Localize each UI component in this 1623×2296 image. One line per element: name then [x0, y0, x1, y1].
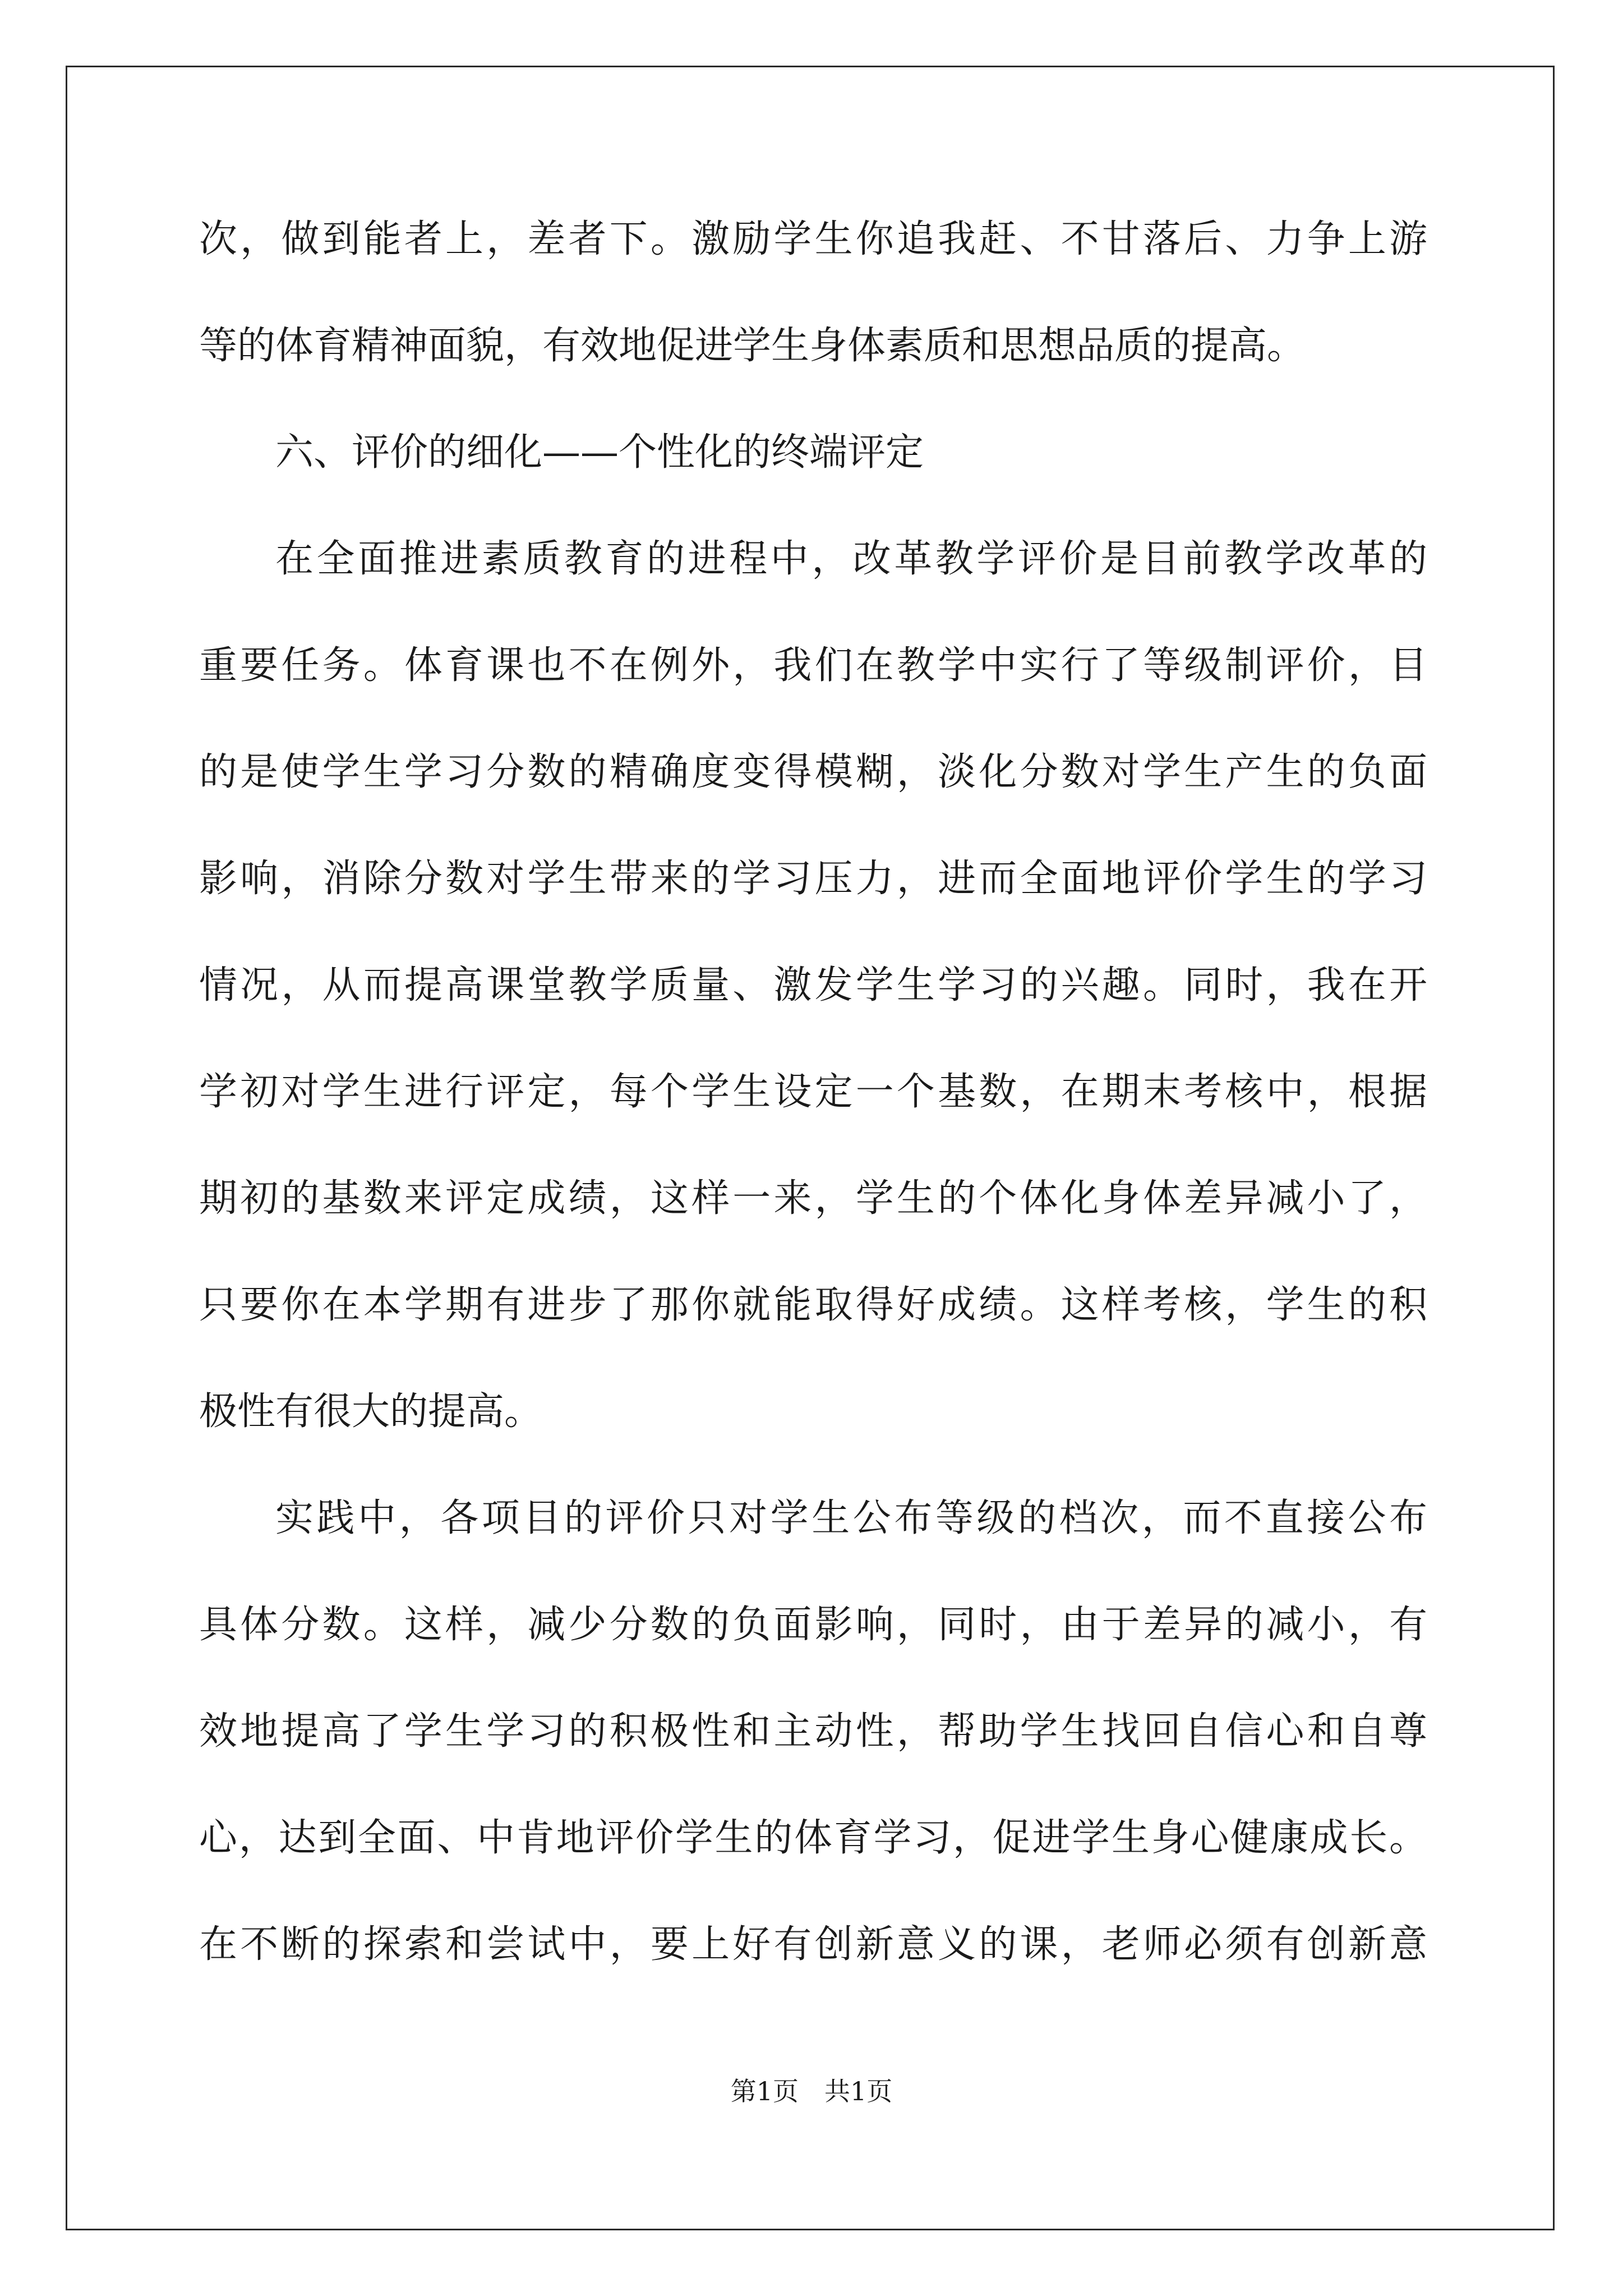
text-line: 次，做到能者上，差者下。激励学生你追我赶、不甘落后、力争上游 — [199, 217, 1427, 261]
text-line: 具体分数。这样，减少分数的负面影响，同时，由于差异的减小，有 — [199, 1603, 1427, 1647]
text-line: 只要你在本学期有进步了那你就能取得好成绩。这样考核，学生的积 — [199, 1283, 1427, 1327]
text-line: 学初对学生进行评定，每个学生设定一个基数，在期末考核中，根据 — [199, 1070, 1427, 1114]
text-line: 重要任务。体育课也不在例外，我们在教学中实行了等级制评价，目 — [199, 643, 1427, 688]
text-line: 在不断的探索和尝试中，要上好有创新意义的课，老师必须有创新意 — [199, 1922, 1427, 1967]
text-line: 的是使学生学习分数的精确度变得模糊，淡化分数对学生产生的负面 — [199, 750, 1427, 794]
text-line: 心，达到全面、中肯地评价学生的体育学习，促进学生身心健康成长。 — [199, 1816, 1427, 1860]
text-line: 实践中，各项目的评价只对学生公布等级的档次，而不直接公布 — [275, 1496, 1427, 1540]
text-line: 在全面推进素质教育的进程中，改革教学评价是目前教学改革的 — [275, 537, 1427, 581]
text-line: 效地提高了学生学习的积极性和主动性，帮助学生找回自信心和自尊 — [199, 1709, 1427, 1754]
text-line: 等的体育精神面貌，有效地促进学生身体素质和思想品质的提高。 — [199, 324, 1306, 368]
document-body — [199, 213, 1427, 2024]
page-number-footer: 第1页 共1页 — [730, 2076, 893, 2106]
text-line: 影响，消除分数对学生带来的学习压力，进而全面地评价学生的学习 — [199, 857, 1427, 901]
text-line: 期初的基数来评定成绩，这样一来，学生的个体化身体差异减小了， — [199, 1176, 1427, 1221]
section-heading: 六、评价的细化——个性化的终端评定 — [275, 430, 924, 475]
text-line: 情况，从而提高课堂教学质量、激发学生学习的兴趣。同时，我在开 — [199, 963, 1427, 1007]
text-line: 极性有很大的提高。 — [199, 1389, 543, 1434]
